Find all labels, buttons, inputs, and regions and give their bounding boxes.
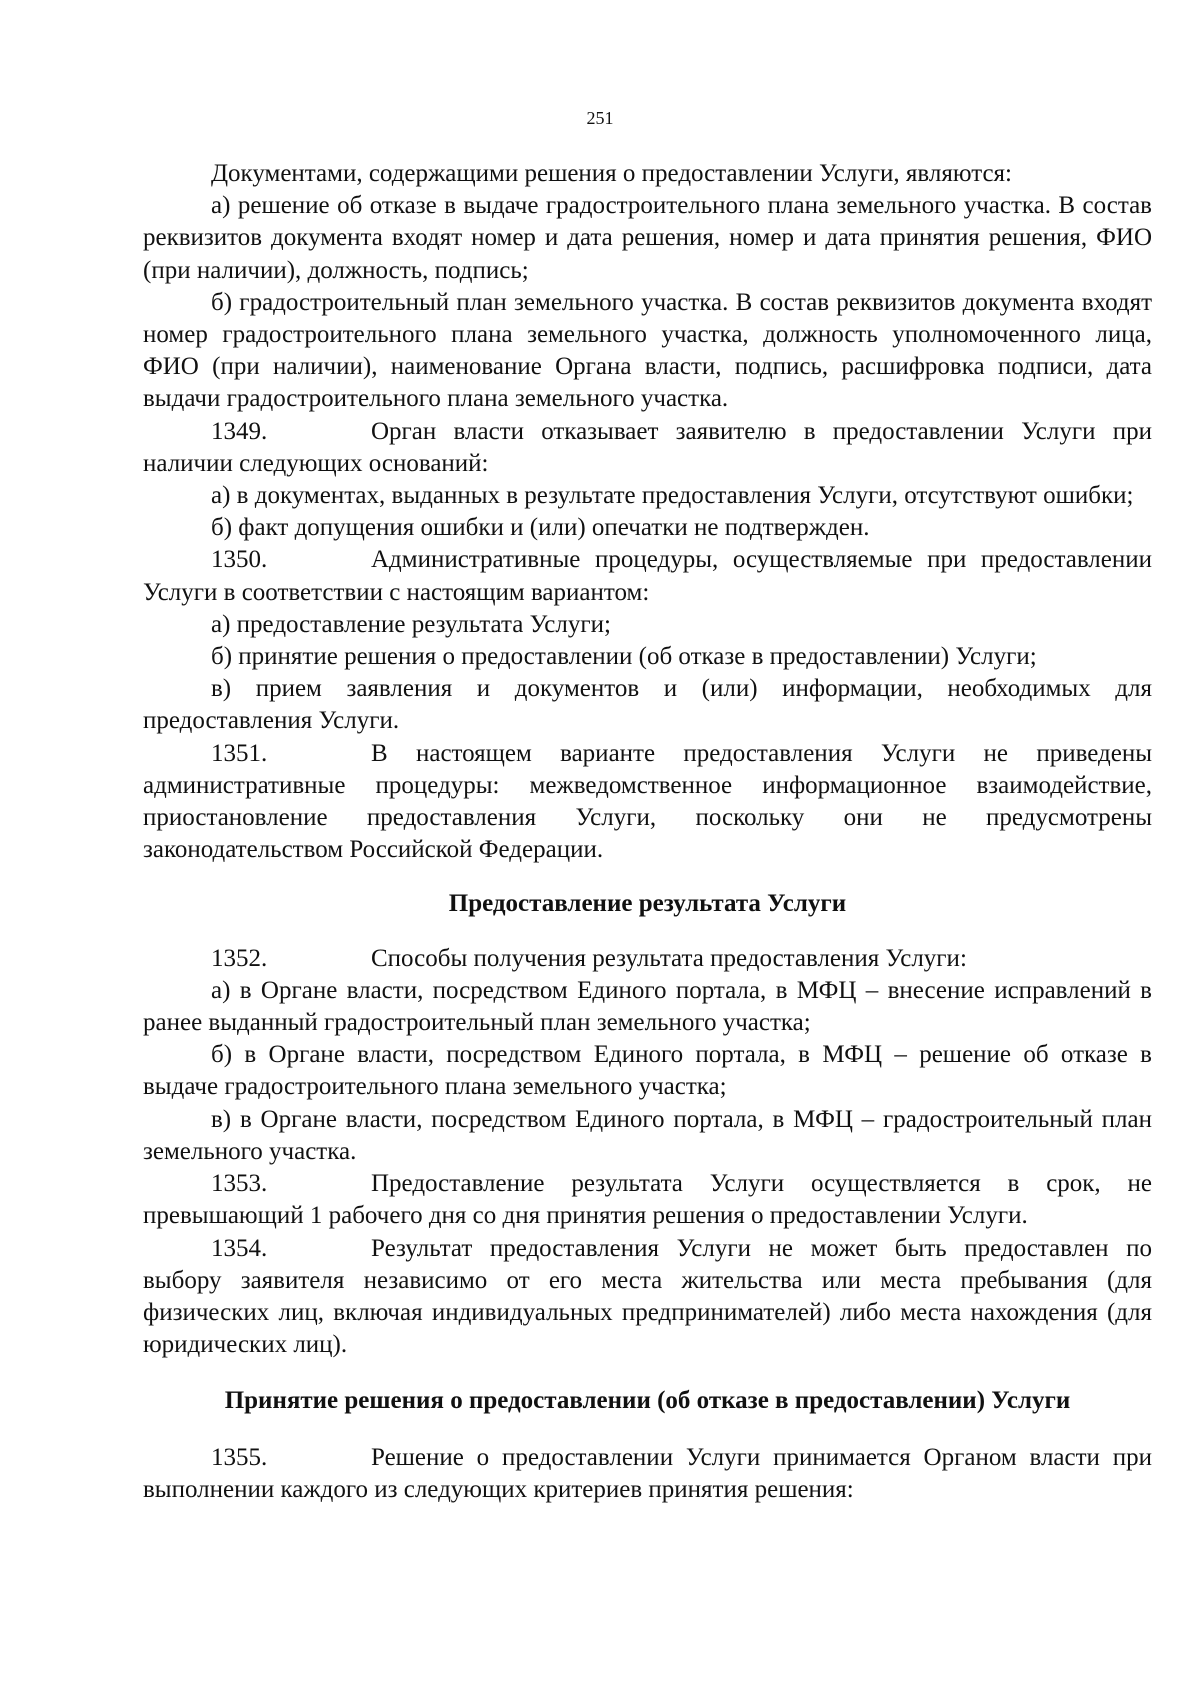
clause-text: Решение о предоставлении Услуги принимается Органом власти при выполнении каждого из следующих критериев принятия решения: (143, 1443, 1152, 1503)
document-body (143, 158, 1152, 1506)
clause-text: Способы получения результата предоставления Услуги: (371, 944, 967, 972)
clause-1352 (143, 943, 1152, 975)
paragraph-intro: Документами, содержащими решения о предоставлении Услуги, являются: (211, 160, 1012, 187)
list-item: в) в Органе власти, посредством Единого портала, в МФЦ – градостроительный план земельного участка. (143, 1105, 1152, 1165)
paragraph-item-a: а) решение об отказе в выдаче градостроительного плана земельного участка. В состав реквизитов документа входят номер и дата решения, номер и дата принятия решения, ФИО (при наличии), должность, подпись; (143, 192, 1152, 284)
page-number: 251 (586, 108, 614, 128)
list-item: а) в документах, выданных в результате предоставления Услуги, отсутствуют ошибки; (211, 482, 1134, 510)
clause-number: 1351. (211, 739, 268, 767)
list-item: б) принятие решения о предоставлении (об отказе в предоставлении) Услуги; (211, 643, 1037, 671)
list-item: б) факт допущения ошибки и (или) опечатки не подтвержден. (211, 514, 870, 542)
clause-1349 (143, 416, 1152, 480)
list-item: в) прием заявления и документов и (или) информации, необходимых для предоставления Услуги. (143, 675, 1152, 735)
clause-text: В настоящем варианте предоставления Услуги не приведены административные процедуры: межведомственное информационное взаимодействие, приостановление предоставления Услуги, поскольку они не предусмотрены законодательством Российской Федерации. (143, 739, 1152, 864)
clause-1350 (143, 544, 1152, 608)
paragraph-item-b: б) градостроительный план земельного участка. В состав реквизитов документа входят номер градостроительного плана земельного участка, должность уполномоченного лица, ФИО (при наличии), наименование Органа власти, подпись, расшифровка подписи, дата выдачи градостроительного плана земельного участка. (143, 288, 1152, 413)
clause-number: 1353. (211, 1170, 268, 1198)
clause-1354 (143, 1233, 1152, 1362)
clause-text: Результат предоставления Услуги не может быть предоставлен по выбору заявителя независимо от его места жительства или места пребывания (для физических лиц, включая индивидуальных предпринимателей) либо места нахождения (для юридических лиц). (143, 1234, 1152, 1359)
clause-number: 1350. (211, 546, 268, 574)
list-item: а) в Органе власти, посредством Единого портала, в МФЦ – внесение исправлений в ранее выданный градостроительный план земельного участка; (143, 976, 1152, 1037)
list-item: б) в Органе власти, посредством Единого портала, в МФЦ – решение об отказе в выдаче градостроительного плана земельного участка; (143, 1041, 1152, 1101)
clause-number: 1349. (211, 417, 268, 445)
section-heading-decision: Принятие решения о предоставлении (об отказе в предоставлении) Услуги (224, 1387, 1071, 1415)
clause-text: Предоставление результата Услуги осуществляется в срок, не превышающий 1 рабочего дня со дня принятия решения о предоставлении Услуги. (143, 1170, 1152, 1230)
clause-text: Административные процедуры, осуществляемые при предоставлении Услуги в соответствии с настоящим вариантом: (143, 546, 1152, 606)
clause-number: 1352. (211, 944, 268, 972)
clause-1351 (143, 738, 1152, 867)
clause-number: 1355. (211, 1443, 268, 1471)
clause-text: Орган власти отказывает заявителю в предоставлении Услуги при наличии следующих оснований: (143, 417, 1152, 477)
clause-number: 1354. (211, 1234, 268, 1262)
section-heading-result: Предоставление результата Услуги (448, 890, 847, 918)
clause-1355 (143, 1442, 1152, 1506)
list-item: а) предоставление результата Услуги; (211, 610, 611, 638)
clause-1353 (143, 1168, 1152, 1232)
